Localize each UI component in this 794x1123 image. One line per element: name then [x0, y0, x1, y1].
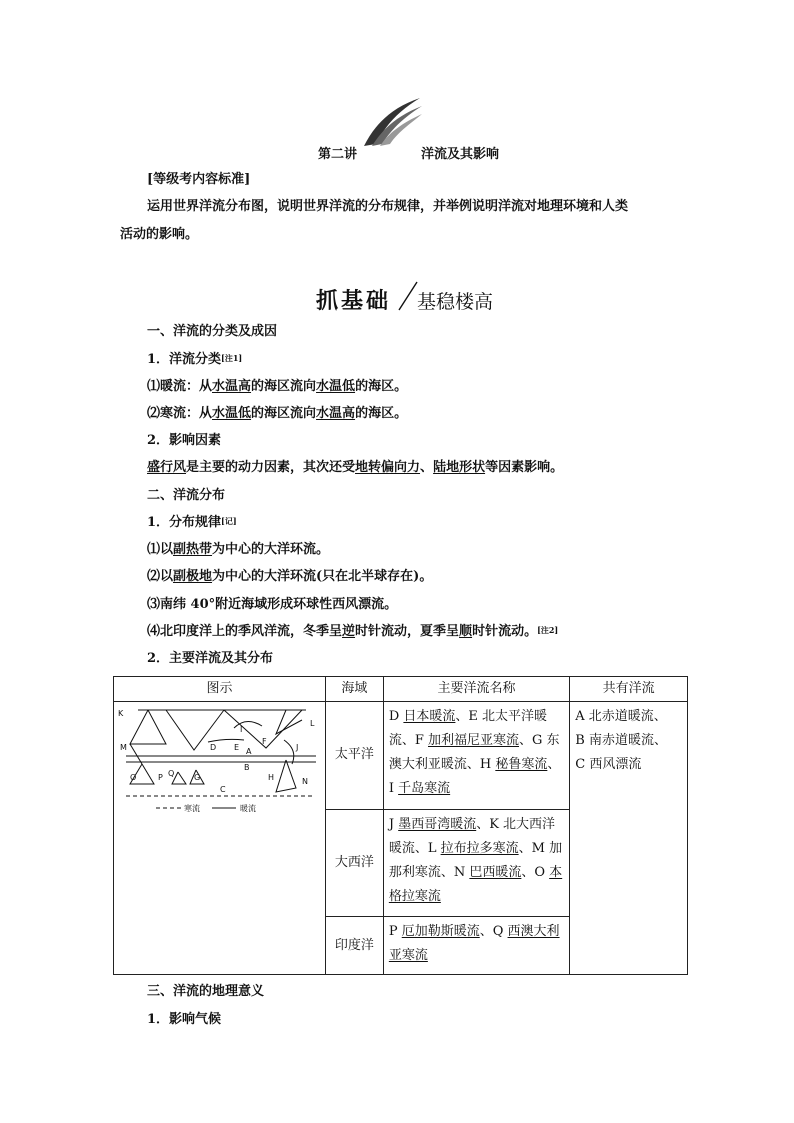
shared-current-a: A 北赤道暖流、 — [575, 709, 667, 724]
rule-4: ⑷北印度洋上的季风洋流，冬季呈逆时针流动，夏季呈顺时针流动。[注2] — [147, 624, 559, 639]
note-marker: [注1] — [221, 353, 243, 363]
header-shared-currents: 共有洋流 — [570, 677, 688, 702]
answer-blank: 副热带 — [173, 542, 213, 557]
map-label-Q: Q — [168, 769, 175, 778]
answer-blank: 副极地 — [173, 569, 213, 584]
swoosh-logo — [360, 96, 424, 148]
rule-2: ⑵以副极地为中心的大洋环流(只在北半球存在)。 — [147, 569, 433, 584]
diagram-cell — [114, 702, 326, 975]
standard-heading: [等级考内容标准] — [147, 172, 251, 187]
section-1-sub-2: 2．影响因素 — [147, 433, 222, 448]
answer-blank: 水温高 — [316, 406, 356, 421]
ocean-current-diagram — [116, 704, 320, 816]
ocean-atlantic: 大西洋 — [325, 809, 383, 917]
section-1-title: 一、洋流的分类及成因 — [147, 324, 278, 339]
map-label-E: E — [234, 743, 240, 752]
map-label-D: D — [210, 743, 217, 752]
shared-currents-cell — [570, 702, 688, 975]
map-label-F: F — [262, 737, 267, 746]
header-diagram: 图示 — [114, 677, 326, 702]
map-label-B: B — [244, 763, 250, 772]
map-label-O: O — [130, 773, 137, 782]
section-3-title: 三、洋流的地理意义 — [147, 984, 265, 999]
header-ocean: 海域 — [325, 677, 383, 702]
map-label-M: M — [120, 743, 127, 752]
banner-sub-text: 基稳楼高 — [417, 291, 494, 313]
note-marker: [注2] — [537, 625, 559, 635]
ocean-pacific: 太平洋 — [325, 702, 383, 810]
section-1-sub-1 — [147, 351, 242, 369]
answer-blank: 地转偏向力 — [355, 460, 421, 475]
cold-current-definition: ⑵寒流：从水温低的海区流向水温高的海区。 — [147, 406, 408, 421]
chapter-number: 第二讲 — [318, 147, 358, 162]
map-label-L: L — [310, 719, 315, 728]
answer-blank: 水温低 — [212, 406, 252, 421]
rule-3: ⑶南纬 40°附近海域形成环球性西风漂流。 — [147, 597, 398, 612]
note-marker: [记] — [221, 516, 237, 526]
map-label-A: A — [246, 747, 252, 756]
indian-currents: P 厄加勒斯暖流、Q 西澳大利亚寒流 — [383, 917, 569, 975]
answer-blank: 水温高 — [212, 379, 252, 394]
map-label-G: G — [194, 773, 201, 782]
header-current-names: 主要洋流名称 — [383, 677, 569, 702]
shared-current-c: C 西风漂流 — [575, 757, 642, 772]
table-row-pacific — [114, 702, 688, 810]
banner-main-text: 抓基础 — [316, 289, 392, 314]
answer-blank: 陆地形状 — [433, 460, 486, 475]
answer-blank: 顺 — [459, 624, 473, 639]
banner-slash — [397, 280, 419, 312]
section-2-sub-2: 2．主要洋流及其分布 — [147, 651, 274, 666]
chapter-title-row — [0, 143, 794, 163]
section-2-sub-1: 1．分布规律[记] — [147, 515, 237, 530]
answer-blank: 水温低 — [316, 379, 356, 394]
map-label-K: K — [118, 709, 124, 718]
pacific-currents: D 日本暖流、E 北太平洋暖流、F 加利福尼亚寒流、G 东澳大利亚暖流、H 秘鲁寒流、I 千岛寒流 — [383, 702, 569, 810]
map-label-J: J — [296, 743, 299, 752]
answer-blank: 逆 — [342, 624, 356, 639]
sub-heading-text: 1．洋流分类 — [147, 352, 222, 367]
standard-line-2: 活动的影响。 — [120, 227, 199, 242]
table-header-row — [114, 677, 688, 702]
map-label-H: H — [268, 773, 275, 782]
map-label-N: N — [302, 777, 308, 786]
rule-1: ⑴以副热带为中心的大洋环流。 — [147, 542, 330, 557]
legend-warm-text: 暖流 — [240, 804, 256, 813]
warm-current-definition: ⑴暖流：从水温高的海区流向水温低的海区。 — [147, 379, 408, 394]
map-label-C: C — [220, 785, 226, 794]
map-label-I: I — [240, 725, 243, 734]
answer-blank: 盛行风 — [147, 460, 187, 475]
factors-paragraph: 盛行风是主要的动力因素，其次还受地转偏向力、陆地形状等因素影响。 — [147, 460, 564, 475]
ocean-indian: 印度洋 — [325, 917, 383, 975]
chapter-title: 洋流及其影响 — [421, 147, 500, 162]
standard-line-1: 运用世界洋流分布图，说明世界洋流的分布规律，并举例说明洋流对地理环境和人类 — [147, 199, 629, 214]
ocean-currents-table — [113, 676, 688, 975]
shared-current-b: B 南赤道暖流、 — [575, 733, 667, 748]
section-3-sub-1: 1．影响气候 — [147, 1012, 222, 1027]
atlantic-currents: J 墨西哥湾暖流、K 北大西洋暖流、L 拉布拉多寒流、M 加那利寒流、N 巴西暖流、O 本格拉寒流 — [383, 809, 569, 917]
legend-cold-text: 寒流 — [184, 804, 200, 813]
map-label-P: P — [158, 773, 163, 782]
section-2-title: 二、洋流分布 — [147, 488, 226, 503]
